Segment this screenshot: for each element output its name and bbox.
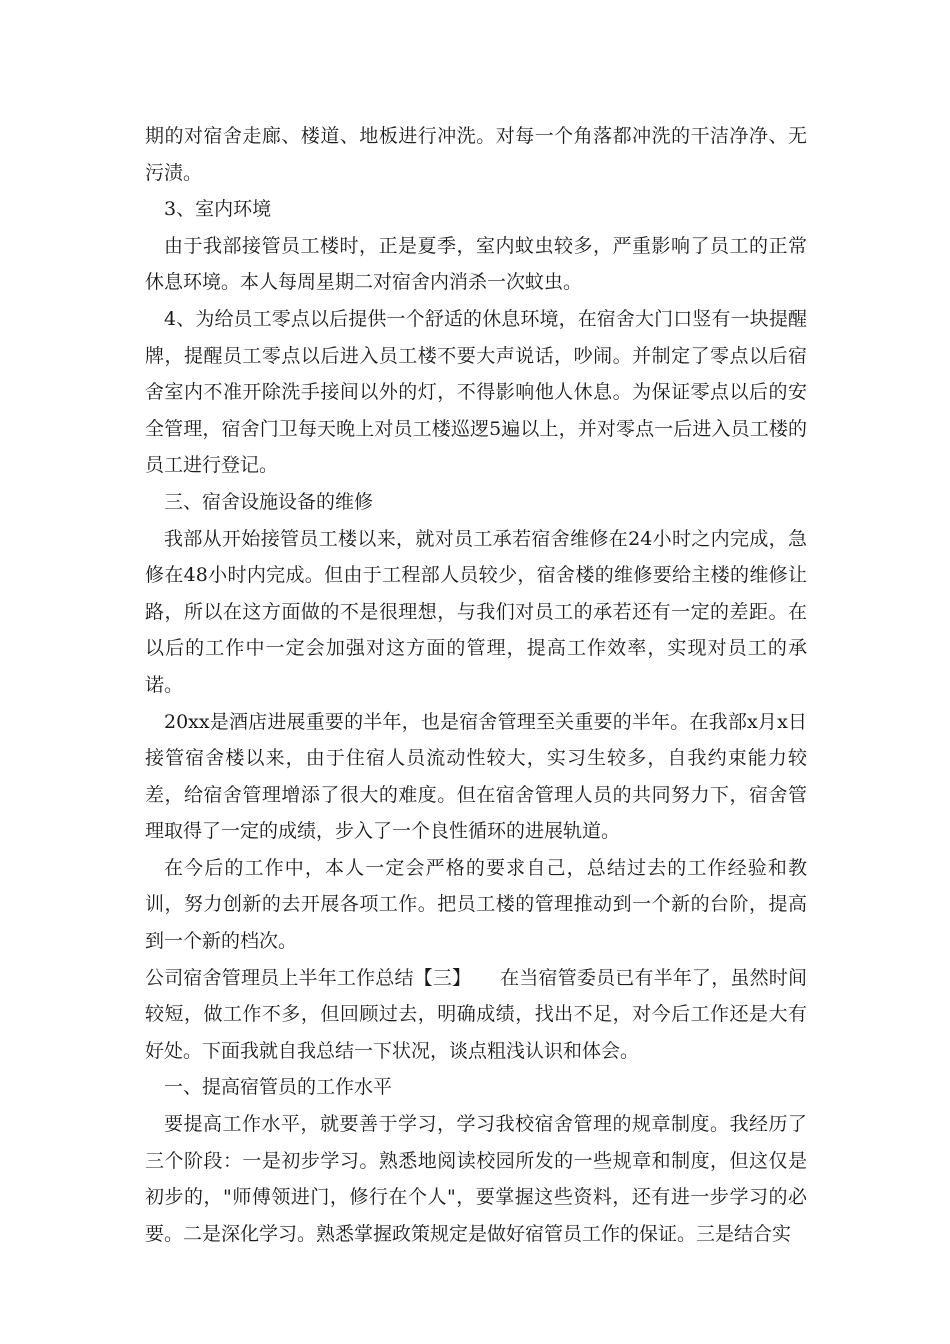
- paragraph-learning: 要提高工作水平，就要善于学习，学习我校宿舍管理的规章制度。我经历了三个阶段：一是初步学习。熟悉地阅读校园所发的一些规章和制度，但这仅是初步的，"师傅领进门，修行在个人"，要掌握这些资料，还有进一步学习的必要。二是深化学习。熟悉掌握政策规定是做好宿管员工作的保证。三是结合实: [145, 1113, 807, 1245]
- paragraph-rest-environment: 4、为给员工零点以后提供一个舒适的休息环境，在宿舍大门口竖有一块提醒牌，提醒员工零点以后进入员工楼不要大声说话，吵闹。并制定了零点以后宿舍室内不准开除洗手接间以外的灯，不得影响他人休息。为保证零点以后的安全管理，宿舍门卫每天晚上对员工楼巡逻5遍以上，并对零点一后进入员工楼的员工进行登记。: [145, 307, 807, 477]
- paragraph-summary-three-title: 公司宿舍管理员上半年工作总结【三】 在当宿管委员已有半年了，虽然时间较短，做工作不多，但回顾过去，明确成绩，找出不足，对今后工作还是大有好处。下面我就自我总结一下状况，谈点粗浅认识和体会。: [145, 966, 807, 1062]
- document-body: [145, 118, 807, 1252]
- paragraph-half-year-review: 20xx是酒店进展重要的半年，也是宿舍管理至关重要的半年。在我部x月x日接管宿舍楼以来，由于住宿人员流动性较大，实习生较多，自我约束能力较差，给宿舍管理增添了很大的难度。但在宿舍管理人员的共同努力下，宿舍管理取得了一定的成绩，步入了一个良性循环的进展轨道。: [145, 710, 807, 843]
- paragraph-continuation: 期的对宿舍走廊、楼道、地板进行冲洗。对每一个角落都冲洗的干洁净净、无污渍。: [145, 125, 807, 184]
- section-heading-maintenance: 三、宿舍设施设备的维修: [164, 490, 374, 513]
- section-heading-indoor-environment: 3、室内环境: [164, 198, 272, 221]
- paragraph-future-work: 在今后的工作中，本人一定会严格的要求自己，总结过去的工作经验和教训，努力创新的去开展各项工作。把员工楼的管理推动到一个新的台阶，提高到一个新的档次。: [145, 856, 807, 953]
- paragraph-indoor-environment: 由于我部接管员工楼时，正是夏季，室内蚊虫较多，严重影响了员工的正常休息环境。本人每周星期二对宿舍内消杀一次蚊虫。: [145, 234, 807, 294]
- section-heading-improve-level: 一、提高宿管员的工作水平: [164, 1076, 393, 1099]
- paragraph-maintenance: 我部从开始接管员工楼以来，就对员工承若宿舍维修在24小时之内完成，急修在48小时内完成。但由于工程部人员较少，宿舍楼的维修要给主楼的维修让路，所以在这方面做的不是很理想，与我们对员工的承若还有一定的差距。在以后的工作中一定会加强对这方面的管理，提高工作效率，实现对员工的承诺。: [145, 527, 807, 696]
